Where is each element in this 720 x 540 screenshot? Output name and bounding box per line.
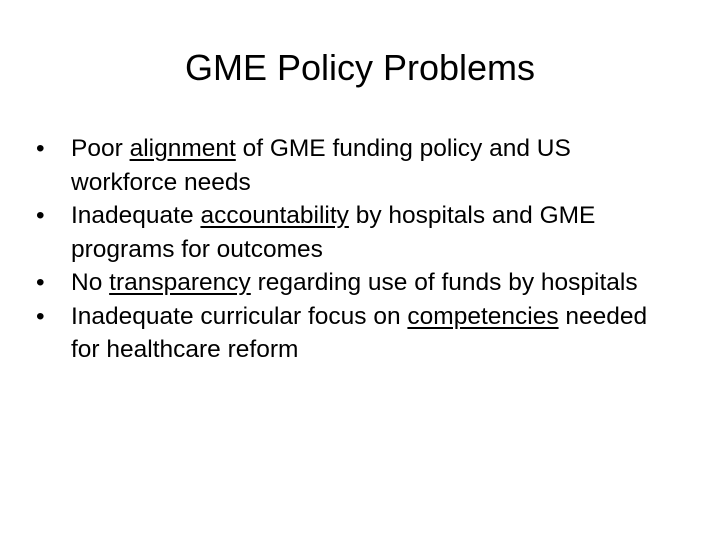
bullet-keyword: alignment xyxy=(129,135,236,162)
bullet-item-alignment xyxy=(36,132,676,199)
bullet-list xyxy=(36,132,676,367)
bullet-item-transparency xyxy=(36,266,676,300)
bullet-keyword: competencies xyxy=(407,302,559,330)
bullet-text-before: No xyxy=(71,269,110,296)
bullet-text-before: Inadequate xyxy=(71,202,201,229)
bullet-icon: • xyxy=(36,302,45,330)
bullet-item-accountability xyxy=(36,199,676,266)
bullet-text-after: by hospitals and GME programs for outcomes xyxy=(71,202,596,263)
bullet-icon: • xyxy=(36,135,45,162)
bullet-text-after: of GME funding policy and US workforce needs xyxy=(71,135,571,196)
bullet-keyword: accountability xyxy=(200,202,349,229)
bullet-text-before: Inadequate curricular focus on xyxy=(71,302,408,330)
bullet-text-after: regarding use of funds by hospitals xyxy=(250,269,638,296)
bullet-icon: • xyxy=(36,269,45,296)
bullet-keyword: transparency xyxy=(109,269,251,296)
bullet-icon: • xyxy=(36,202,45,229)
bullet-text-after: needed for healthcare reform xyxy=(71,302,648,363)
bullet-text-before: Poor xyxy=(71,135,130,162)
slide-title: GME Policy Problems xyxy=(184,47,536,88)
bullet-item-competencies xyxy=(36,300,676,367)
